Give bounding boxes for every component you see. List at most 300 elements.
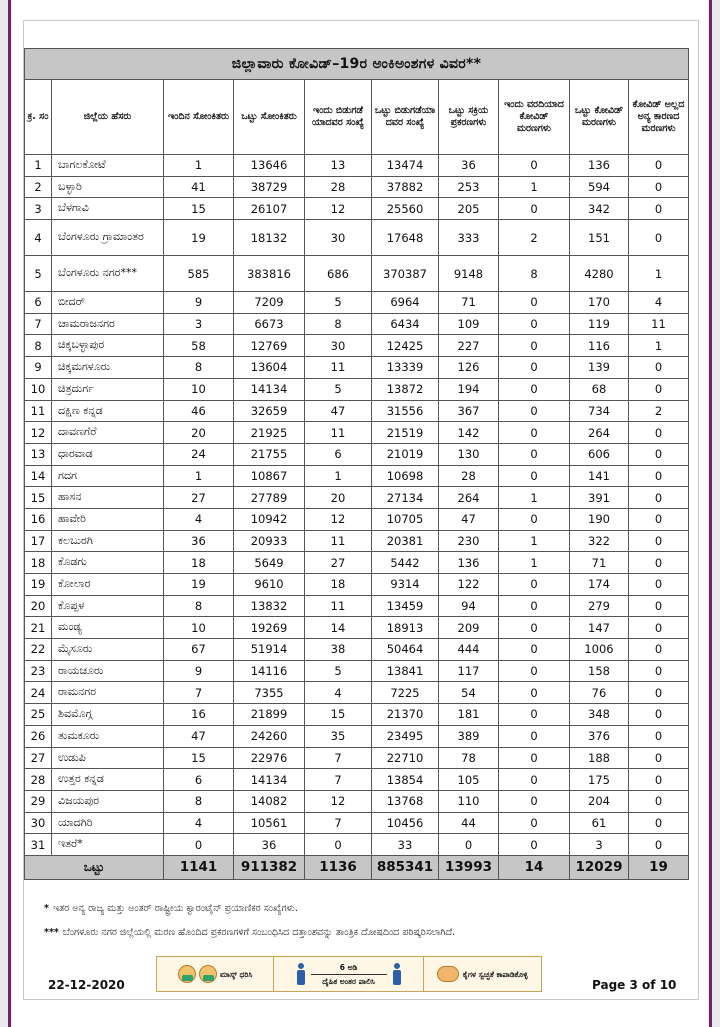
cell-today-deaths: 0 [499, 443, 570, 465]
cell-total-discharged: 6434 [372, 313, 439, 335]
cell-sl: 21 [25, 617, 52, 639]
cell-total-deaths: 204 [570, 790, 629, 812]
cell-total-positive: 10867 [234, 465, 305, 487]
cell-sl: 18 [25, 552, 52, 574]
cell-non-covid-deaths: 0 [629, 155, 689, 177]
cell-non-covid-deaths: 0 [629, 357, 689, 379]
cell-today-deaths: 0 [499, 313, 570, 335]
cell-sl: 9 [25, 357, 52, 379]
cell-non-covid-deaths: 0 [629, 176, 689, 198]
cell-today-deaths: 0 [499, 682, 570, 704]
cell-district: ರಾಯಚೂರು [52, 660, 164, 682]
cell-district: ಇತರೆ* [52, 834, 164, 856]
cell-today-discharged: 11 [305, 357, 372, 379]
cell-today-discharged: 0 [305, 834, 372, 856]
cell-total-discharged: 12425 [372, 335, 439, 357]
cell-non-covid-deaths: 0 [629, 834, 689, 856]
cell-total-positive: 13604 [234, 357, 305, 379]
cell-today-discharged: 27 [305, 552, 372, 574]
cell-district: ಚಿಕ್ಕಬಳ್ಳಾಪುರ [52, 335, 164, 357]
cell-today-discharged: 30 [305, 335, 372, 357]
total-today-discharged: 1136 [305, 855, 372, 879]
cell-sl: 5 [25, 256, 52, 292]
cell-today-positive: 8 [164, 790, 234, 812]
hand-wash-icon [437, 966, 459, 982]
cell-total-discharged: 50464 [372, 639, 439, 661]
table-row [25, 834, 689, 856]
cell-today-discharged: 11 [305, 530, 372, 552]
cell-sl: 29 [25, 790, 52, 812]
cell-today-deaths: 1 [499, 552, 570, 574]
header-total-deaths: ಒಟ್ಟು ಕೋವಿಡ್ ಮರಣಗಳು [570, 80, 629, 155]
cell-total-deaths: 151 [570, 220, 629, 256]
cell-total-discharged: 21019 [372, 443, 439, 465]
cell-total-positive: 14134 [234, 378, 305, 400]
header-non-covid-deaths: ಕೋವಿಡ್ ಅಲ್ಲದ ಅನ್ಯ ಕಾರಣದ ಮರಣಗಳು [629, 80, 689, 155]
cell-district: ಕೋಲಾರ [52, 574, 164, 596]
cell-non-covid-deaths: 0 [629, 422, 689, 444]
cell-today-discharged: 28 [305, 176, 372, 198]
cell-total-deaths: 1006 [570, 639, 629, 661]
cell-total-deaths: 170 [570, 292, 629, 314]
cell-district: ಕೊಪ್ಪಳ [52, 595, 164, 617]
cell-total-positive: 383816 [234, 256, 305, 292]
cell-non-covid-deaths: 0 [629, 220, 689, 256]
table-row [25, 378, 689, 400]
cell-active: 44 [439, 812, 499, 834]
cell-sl: 25 [25, 704, 52, 726]
cell-non-covid-deaths: 0 [629, 198, 689, 220]
cell-today-deaths: 0 [499, 704, 570, 726]
cell-total-positive: 21755 [234, 443, 305, 465]
cell-today-positive: 67 [164, 639, 234, 661]
cell-today-deaths: 0 [499, 198, 570, 220]
table-row [25, 552, 689, 574]
cell-total-discharged: 21519 [372, 422, 439, 444]
cell-total-positive: 19269 [234, 617, 305, 639]
page-of: of [642, 978, 656, 992]
cell-active: 253 [439, 176, 499, 198]
document-date: 22-12-2020 [48, 978, 125, 992]
cell-total-deaths: 3 [570, 834, 629, 856]
cell-total-positive: 6673 [234, 313, 305, 335]
cell-total-positive: 24260 [234, 725, 305, 747]
header-today-deaths: ಇಂದು ವರದಿಯಾದ ಕೋವಿಡ್ ಮರಣಗಳು [499, 80, 570, 155]
cell-today-positive: 46 [164, 400, 234, 422]
cell-total-discharged: 9314 [372, 574, 439, 596]
cell-non-covid-deaths: 11 [629, 313, 689, 335]
cell-district: ಬಾಗಲಕೋಟೆ [52, 155, 164, 177]
cell-today-positive: 10 [164, 617, 234, 639]
cell-total-deaths: 68 [570, 378, 629, 400]
table-row [25, 465, 689, 487]
cell-sl: 26 [25, 725, 52, 747]
cell-total-deaths: 174 [570, 574, 629, 596]
cell-non-covid-deaths: 0 [629, 508, 689, 530]
hands-segment [424, 957, 541, 991]
cell-non-covid-deaths: 0 [629, 465, 689, 487]
distance-segment [274, 957, 423, 991]
cell-total-positive: 7355 [234, 682, 305, 704]
cell-active: 28 [439, 465, 499, 487]
cell-active: 94 [439, 595, 499, 617]
cell-today-positive: 19 [164, 220, 234, 256]
cell-district: ರಾಮನಗರ [52, 682, 164, 704]
table-row [25, 292, 689, 314]
cell-non-covid-deaths: 0 [629, 574, 689, 596]
cell-today-discharged: 686 [305, 256, 372, 292]
cell-district: ಕಲಬುರಗಿ [52, 530, 164, 552]
cell-total-discharged: 18913 [372, 617, 439, 639]
cell-today-positive: 18 [164, 552, 234, 574]
cell-today-deaths: 0 [499, 465, 570, 487]
cell-sl: 13 [25, 443, 52, 465]
cell-today-discharged: 5 [305, 292, 372, 314]
distance-info [311, 963, 387, 986]
cell-today-deaths: 1 [499, 530, 570, 552]
footnote-mark: *** [44, 927, 59, 938]
table-row [25, 220, 689, 256]
cell-total-discharged: 10456 [372, 812, 439, 834]
cell-today-deaths: 0 [499, 790, 570, 812]
cell-today-discharged: 5 [305, 660, 372, 682]
cell-non-covid-deaths: 0 [629, 595, 689, 617]
cell-sl: 1 [25, 155, 52, 177]
footnote-mark: * [44, 903, 49, 914]
cell-today-positive: 4 [164, 812, 234, 834]
total-non-covid-deaths: 19 [629, 855, 689, 879]
mask-segment [157, 957, 274, 991]
cell-district: ಹಾಸನ [52, 487, 164, 509]
page-label: Page [592, 978, 626, 992]
cell-district: ಚಿತ್ರದುರ್ಗ [52, 378, 164, 400]
cell-total-deaths: 147 [570, 617, 629, 639]
distance-value: 6 ಅಡಿ [339, 962, 358, 972]
cell-today-discharged: 7 [305, 769, 372, 791]
cell-sl: 31 [25, 834, 52, 856]
cell-today-discharged: 12 [305, 198, 372, 220]
cell-today-positive: 20 [164, 422, 234, 444]
cell-total-deaths: 4280 [570, 256, 629, 292]
header-today-discharged: ಇಂದು ಬಿಡುಗಡೆ ಯಾದವರ ಸಂಖ್ಯೆ [305, 80, 372, 155]
cell-total-discharged: 33 [372, 834, 439, 856]
cell-today-positive: 3 [164, 313, 234, 335]
cell-total-discharged: 37882 [372, 176, 439, 198]
cell-district: ಯಾದಗಿರಿ [52, 812, 164, 834]
cell-active: 389 [439, 725, 499, 747]
person-icon [393, 963, 401, 985]
table-row [25, 639, 689, 661]
cell-total-positive: 7209 [234, 292, 305, 314]
cell-total-discharged: 22710 [372, 747, 439, 769]
cell-today-positive: 7 [164, 682, 234, 704]
table-row [25, 682, 689, 704]
cell-district: ಬೆಂಗಳೂರು ನಗರ*** [52, 256, 164, 292]
cell-today-positive: 19 [164, 574, 234, 596]
mask-text: ಮಾಸ್ಕ್ ಧರಿಸಿ [220, 969, 253, 979]
cell-today-discharged: 12 [305, 508, 372, 530]
cell-total-discharged: 5442 [372, 552, 439, 574]
cell-total-positive: 38729 [234, 176, 305, 198]
cell-active: 71 [439, 292, 499, 314]
cell-active: 227 [439, 335, 499, 357]
cell-total-discharged: 10705 [372, 508, 439, 530]
table-row [25, 487, 689, 509]
distance-arrow-icon [311, 974, 387, 975]
cell-district: ಬಳ್ಳಾರಿ [52, 176, 164, 198]
table-row [25, 595, 689, 617]
cell-total-deaths: 175 [570, 769, 629, 791]
cell-non-covid-deaths: 0 [629, 660, 689, 682]
cell-district: ಉತ್ತರ ಕನ್ನಡ [52, 769, 164, 791]
cell-district: ಧಾರವಾಡ [52, 443, 164, 465]
cell-district: ಕೊಡಗು [52, 552, 164, 574]
cell-sl: 4 [25, 220, 52, 256]
cell-total-discharged: 20381 [372, 530, 439, 552]
cell-total-positive: 9610 [234, 574, 305, 596]
cell-district: ಬೆಳಗಾವಿ [52, 198, 164, 220]
cell-today-deaths: 0 [499, 357, 570, 379]
total-active: 13993 [439, 855, 499, 879]
cell-today-deaths: 0 [499, 769, 570, 791]
cell-active: 47 [439, 508, 499, 530]
cell-total-positive: 13832 [234, 595, 305, 617]
cell-today-positive: 4 [164, 508, 234, 530]
cell-non-covid-deaths: 4 [629, 292, 689, 314]
table-row [25, 313, 689, 335]
total-total-discharged: 885341 [372, 855, 439, 879]
footnote [44, 921, 684, 945]
cell-non-covid-deaths: 2 [629, 400, 689, 422]
cell-total-deaths: 158 [570, 660, 629, 682]
footnote [44, 897, 684, 921]
header-total-positive: ಒಟ್ಟು ಸೋಂಕಿತರು [234, 80, 305, 155]
cell-total-deaths: 264 [570, 422, 629, 444]
cell-total-deaths: 594 [570, 176, 629, 198]
cell-active: 230 [439, 530, 499, 552]
cell-today-deaths: 0 [499, 378, 570, 400]
cell-total-deaths: 136 [570, 155, 629, 177]
cell-today-deaths: 2 [499, 220, 570, 256]
cell-total-discharged: 21370 [372, 704, 439, 726]
cell-today-deaths: 0 [499, 725, 570, 747]
cell-non-covid-deaths: 0 [629, 790, 689, 812]
cell-district: ಗದಗ [52, 465, 164, 487]
cell-total-deaths: 116 [570, 335, 629, 357]
cell-today-positive: 15 [164, 747, 234, 769]
cell-today-discharged: 4 [305, 682, 372, 704]
table-row [25, 769, 689, 791]
cell-total-positive: 21925 [234, 422, 305, 444]
cell-active: 194 [439, 378, 499, 400]
cell-active: 264 [439, 487, 499, 509]
table-row [25, 812, 689, 834]
cell-non-covid-deaths: 0 [629, 530, 689, 552]
cell-today-discharged: 11 [305, 595, 372, 617]
table-row [25, 508, 689, 530]
page-current: 3 [629, 978, 638, 992]
cell-active: 105 [439, 769, 499, 791]
cell-today-discharged: 13 [305, 155, 372, 177]
cell-sl: 7 [25, 313, 52, 335]
cell-today-discharged: 30 [305, 220, 372, 256]
cell-total-positive: 36 [234, 834, 305, 856]
cell-today-discharged: 47 [305, 400, 372, 422]
header-active: ಒಟ್ಟು ಸಕ್ರಿಯ ಪ್ರಕರಣಗಳು [439, 80, 499, 155]
cell-non-covid-deaths: 0 [629, 639, 689, 661]
cell-sl: 12 [25, 422, 52, 444]
cell-today-deaths: 0 [499, 812, 570, 834]
cell-total-discharged: 7225 [372, 682, 439, 704]
cell-district: ಶಿವಮೊಗ್ಗ [52, 704, 164, 726]
cell-total-positive: 10942 [234, 508, 305, 530]
cell-district: ದಾವಣಗೆರೆ [52, 422, 164, 444]
header-sl: ಕ್ರ. ಸಂ [25, 80, 52, 155]
table-row [25, 357, 689, 379]
cell-non-covid-deaths: 0 [629, 725, 689, 747]
cell-non-covid-deaths: 0 [629, 769, 689, 791]
cell-today-discharged: 18 [305, 574, 372, 596]
cell-total-deaths: 188 [570, 747, 629, 769]
cell-active: 130 [439, 443, 499, 465]
cell-sl: 17 [25, 530, 52, 552]
cell-active: 126 [439, 357, 499, 379]
district-covid-table [24, 48, 689, 880]
cell-today-discharged: 14 [305, 617, 372, 639]
cell-total-deaths: 342 [570, 198, 629, 220]
cell-total-discharged: 25560 [372, 198, 439, 220]
cell-total-positive: 22976 [234, 747, 305, 769]
cell-total-positive: 14116 [234, 660, 305, 682]
cell-total-positive: 20933 [234, 530, 305, 552]
cell-total-deaths: 141 [570, 465, 629, 487]
cell-today-deaths: 0 [499, 400, 570, 422]
cell-total-positive: 14134 [234, 769, 305, 791]
table-row [25, 335, 689, 357]
masked-face-icon [199, 965, 217, 983]
cell-sl: 22 [25, 639, 52, 661]
cell-active: 181 [439, 704, 499, 726]
cell-active: 136 [439, 552, 499, 574]
cell-district: ಬೆಂಗಳೂರು ಗ್ರಾಮಾಂತರ [52, 220, 164, 256]
cell-district: ಮೈಸೂರು [52, 639, 164, 661]
cell-active: 367 [439, 400, 499, 422]
cell-sl: 14 [25, 465, 52, 487]
cell-total-discharged: 13459 [372, 595, 439, 617]
cell-today-discharged: 15 [305, 704, 372, 726]
cell-today-deaths: 0 [499, 639, 570, 661]
cell-total-discharged: 27134 [372, 487, 439, 509]
cell-total-discharged: 13854 [372, 769, 439, 791]
cell-today-deaths: 0 [499, 834, 570, 856]
cell-today-positive: 47 [164, 725, 234, 747]
cell-today-deaths: 0 [499, 292, 570, 314]
hands-text: ಕೈಗಳ ಸ್ವಚ್ಛತೆ ಕಾಪಾಡಿಕೊಳ್ಳಿ [462, 969, 528, 979]
table-row [25, 155, 689, 177]
cell-district: ಚಾಮರಾಜನಗರ [52, 313, 164, 335]
cell-today-positive: 24 [164, 443, 234, 465]
cell-active: 122 [439, 574, 499, 596]
cell-non-covid-deaths: 0 [629, 682, 689, 704]
table-row [25, 790, 689, 812]
cell-today-deaths: 0 [499, 508, 570, 530]
cell-today-positive: 16 [164, 704, 234, 726]
cell-sl: 15 [25, 487, 52, 509]
cell-today-discharged: 11 [305, 422, 372, 444]
header-today-positive: ಇಂದಿನ ಸೋಂಕಿತರು [164, 80, 234, 155]
cell-non-covid-deaths: 0 [629, 487, 689, 509]
cell-total-deaths: 119 [570, 313, 629, 335]
cell-sl: 2 [25, 176, 52, 198]
table-row [25, 256, 689, 292]
cell-today-positive: 15 [164, 198, 234, 220]
cell-total-discharged: 13474 [372, 155, 439, 177]
cell-district: ಬೀದರ್ [52, 292, 164, 314]
cell-sl: 3 [25, 198, 52, 220]
header-district: ಜಿಲ್ಲೆಯ ಹೆಸರು [52, 80, 164, 155]
cell-today-positive: 9 [164, 660, 234, 682]
cell-today-deaths: 0 [499, 422, 570, 444]
cell-total-discharged: 17648 [372, 220, 439, 256]
table-row [25, 725, 689, 747]
table-row [25, 747, 689, 769]
header-total-discharged: ಒಟ್ಟು ಬಿಡುಗಡೆಯಾ ದವರ ಸಂಖ್ಯೆ [372, 80, 439, 155]
cell-today-discharged: 5 [305, 378, 372, 400]
cell-sl: 24 [25, 682, 52, 704]
total-total-positive: 911382 [234, 855, 305, 879]
cell-total-discharged: 370387 [372, 256, 439, 292]
cell-today-positive: 58 [164, 335, 234, 357]
cell-today-discharged: 6 [305, 443, 372, 465]
cell-total-deaths: 279 [570, 595, 629, 617]
cell-total-positive: 21899 [234, 704, 305, 726]
cell-today-deaths: 0 [499, 660, 570, 682]
cell-active: 0 [439, 834, 499, 856]
cell-active: 117 [439, 660, 499, 682]
cell-sl: 11 [25, 400, 52, 422]
total-today-deaths: 14 [499, 855, 570, 879]
cell-today-positive: 0 [164, 834, 234, 856]
cell-today-deaths: 8 [499, 256, 570, 292]
cell-today-discharged: 8 [305, 313, 372, 335]
cell-total-deaths: 76 [570, 682, 629, 704]
table-row [25, 198, 689, 220]
table-row [25, 443, 689, 465]
cell-non-covid-deaths: 0 [629, 704, 689, 726]
cell-today-deaths: 0 [499, 747, 570, 769]
cell-total-deaths: 391 [570, 487, 629, 509]
cell-today-deaths: 0 [499, 595, 570, 617]
cell-active: 333 [439, 220, 499, 256]
cell-active: 209 [439, 617, 499, 639]
cell-active: 444 [439, 639, 499, 661]
footnotes [44, 897, 684, 945]
cell-district: ತುಮಕೂರು [52, 725, 164, 747]
cell-total-deaths: 606 [570, 443, 629, 465]
cell-today-positive: 8 [164, 595, 234, 617]
cell-non-covid-deaths: 0 [629, 443, 689, 465]
cell-sl: 30 [25, 812, 52, 834]
cell-total-deaths: 190 [570, 508, 629, 530]
cell-district: ಮಂಡ್ಯ [52, 617, 164, 639]
distance-text: ದೈಹಿಕ ಅಂತರ ಪಾಲಿಸಿ [322, 976, 375, 986]
cell-today-deaths: 1 [499, 487, 570, 509]
cell-total-discharged: 6964 [372, 292, 439, 314]
cell-today-discharged: 12 [305, 790, 372, 812]
cell-non-covid-deaths: 0 [629, 378, 689, 400]
masked-face-icon [178, 965, 196, 983]
cell-district: ಚಿಕ್ಕಮಗಳೂರು [52, 357, 164, 379]
